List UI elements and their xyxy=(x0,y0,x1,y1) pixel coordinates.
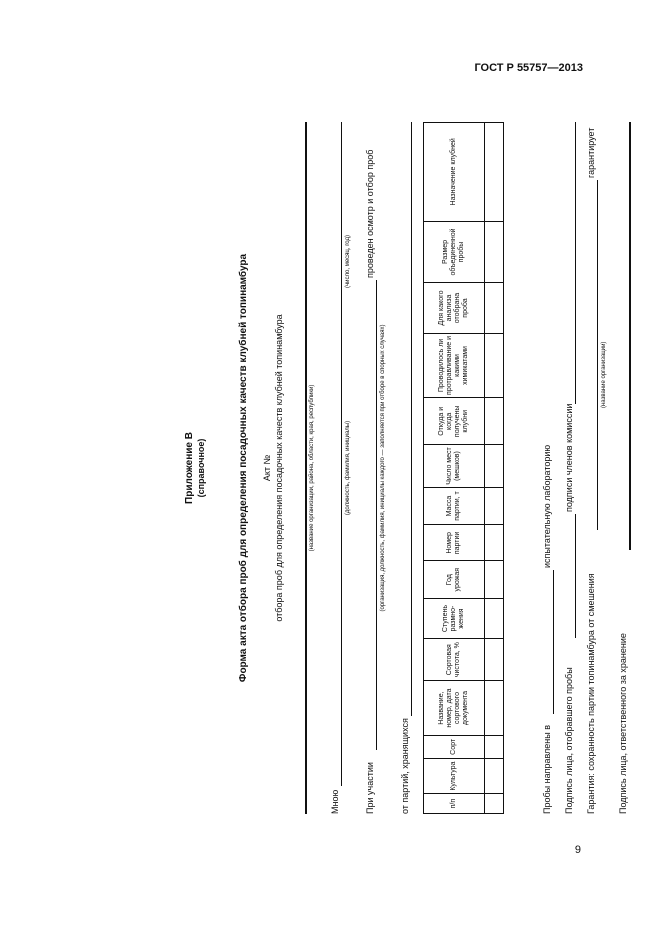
inspection-text: проведен осмотр и отбор проб xyxy=(365,149,375,278)
table-header-row xyxy=(424,123,485,814)
header-cell: Размер объединенной пробы xyxy=(424,221,485,283)
table-cell[interactable] xyxy=(485,283,504,334)
signature-storage-line[interactable] xyxy=(629,122,631,550)
date-caption: (число, месяц, год) xyxy=(345,235,351,288)
act-subtitle: отбора проб для определения посадочных качеств клубней топинамбура xyxy=(274,314,284,622)
from-lots-label: от партий, хранящихся xyxy=(400,718,410,814)
signature-sampler-line[interactable] xyxy=(575,514,576,638)
table-cell[interactable] xyxy=(485,794,504,814)
table-cell[interactable] xyxy=(485,639,504,681)
header-cell: Сорт xyxy=(424,735,485,758)
rotated-form xyxy=(180,88,628,848)
signature-storage-label: Подпись лица, ответственного за хранение xyxy=(618,633,628,814)
by-me-label: Мною xyxy=(330,789,340,814)
samples-sent-line[interactable] xyxy=(553,570,554,714)
table-cell[interactable] xyxy=(485,487,504,525)
test-lab-text: испытательную лабораторию xyxy=(542,444,552,568)
signature-commission-text: подписи членов комиссии xyxy=(564,403,574,512)
samples-sent-label: Пробы направлены в xyxy=(542,724,552,814)
header-cell: Культура xyxy=(424,758,485,793)
organization-line[interactable] xyxy=(305,122,307,814)
org-name-caption: (название организации) xyxy=(601,341,607,408)
lots-table xyxy=(423,122,504,814)
header-cell: Число мест (мешков) xyxy=(424,445,485,487)
header-cell: п/п xyxy=(424,794,485,814)
table-row[interactable] xyxy=(485,123,504,814)
header-cell: Проводилось ли протравливание и какими химикатами xyxy=(424,333,485,397)
in-presence-label: При участии xyxy=(365,762,375,814)
header-cell: Масса партии, т xyxy=(424,487,485,525)
presence-caption: (организация, должность, фамилия, инициалы каждого — заполняется при отборе в спорных случаях) xyxy=(380,324,386,612)
header-cell: Номер партии xyxy=(424,525,485,561)
header-cell: Год урожая xyxy=(424,561,485,599)
table-cell[interactable] xyxy=(485,599,504,639)
header-cell: Для какого анализа отобрана проба xyxy=(424,283,485,334)
act-label: Акт № xyxy=(262,454,272,482)
organization-caption: (название организации, района, области, края, республики) xyxy=(309,384,315,552)
header-cell: Сортовая чистота, % xyxy=(424,639,485,681)
document-code: ГОСТ Р 55757—2013 xyxy=(474,62,583,74)
table-cell[interactable] xyxy=(485,398,504,445)
table-cell[interactable] xyxy=(485,758,504,793)
form-title: Форма акта отбора проб для определения посадочных качеств клубней топинамбура xyxy=(238,253,249,683)
appendix-title: Приложение В xyxy=(184,432,195,504)
appendix-type: (справочное) xyxy=(196,438,206,498)
guarantee-label: Гарантия: сохранность партии топинамбура от смешения xyxy=(586,573,596,814)
guarantees-text: гарантирует xyxy=(586,127,596,178)
header-cell: Назначение клубней xyxy=(424,123,485,222)
in-presence-line[interactable] xyxy=(376,280,377,750)
table-cell[interactable] xyxy=(485,525,504,561)
table-cell[interactable] xyxy=(485,561,504,599)
table-cell[interactable] xyxy=(485,123,504,222)
by-me-line[interactable] xyxy=(341,122,342,786)
table-cell[interactable] xyxy=(485,221,504,283)
signature-sampler-label: Подпись лица, отобравшего пробы xyxy=(564,667,574,814)
header-cell: Откуда и когда получены клубни xyxy=(424,398,485,445)
page-number: 9 xyxy=(574,844,581,856)
table-cell[interactable] xyxy=(485,333,504,397)
table-cell[interactable] xyxy=(485,735,504,758)
guarantee-line[interactable] xyxy=(597,180,598,530)
table-cell[interactable] xyxy=(485,681,504,735)
commission-signature-line[interactable] xyxy=(575,122,576,404)
header-cell: Название, номер, дата сортового документа xyxy=(424,681,485,735)
header-cell: Ступень размно-жения xyxy=(424,599,485,639)
table-cell[interactable] xyxy=(485,445,504,487)
position-caption: (должность, фамилия, инициалы) xyxy=(345,420,351,516)
from-lots-line[interactable] xyxy=(411,122,412,716)
